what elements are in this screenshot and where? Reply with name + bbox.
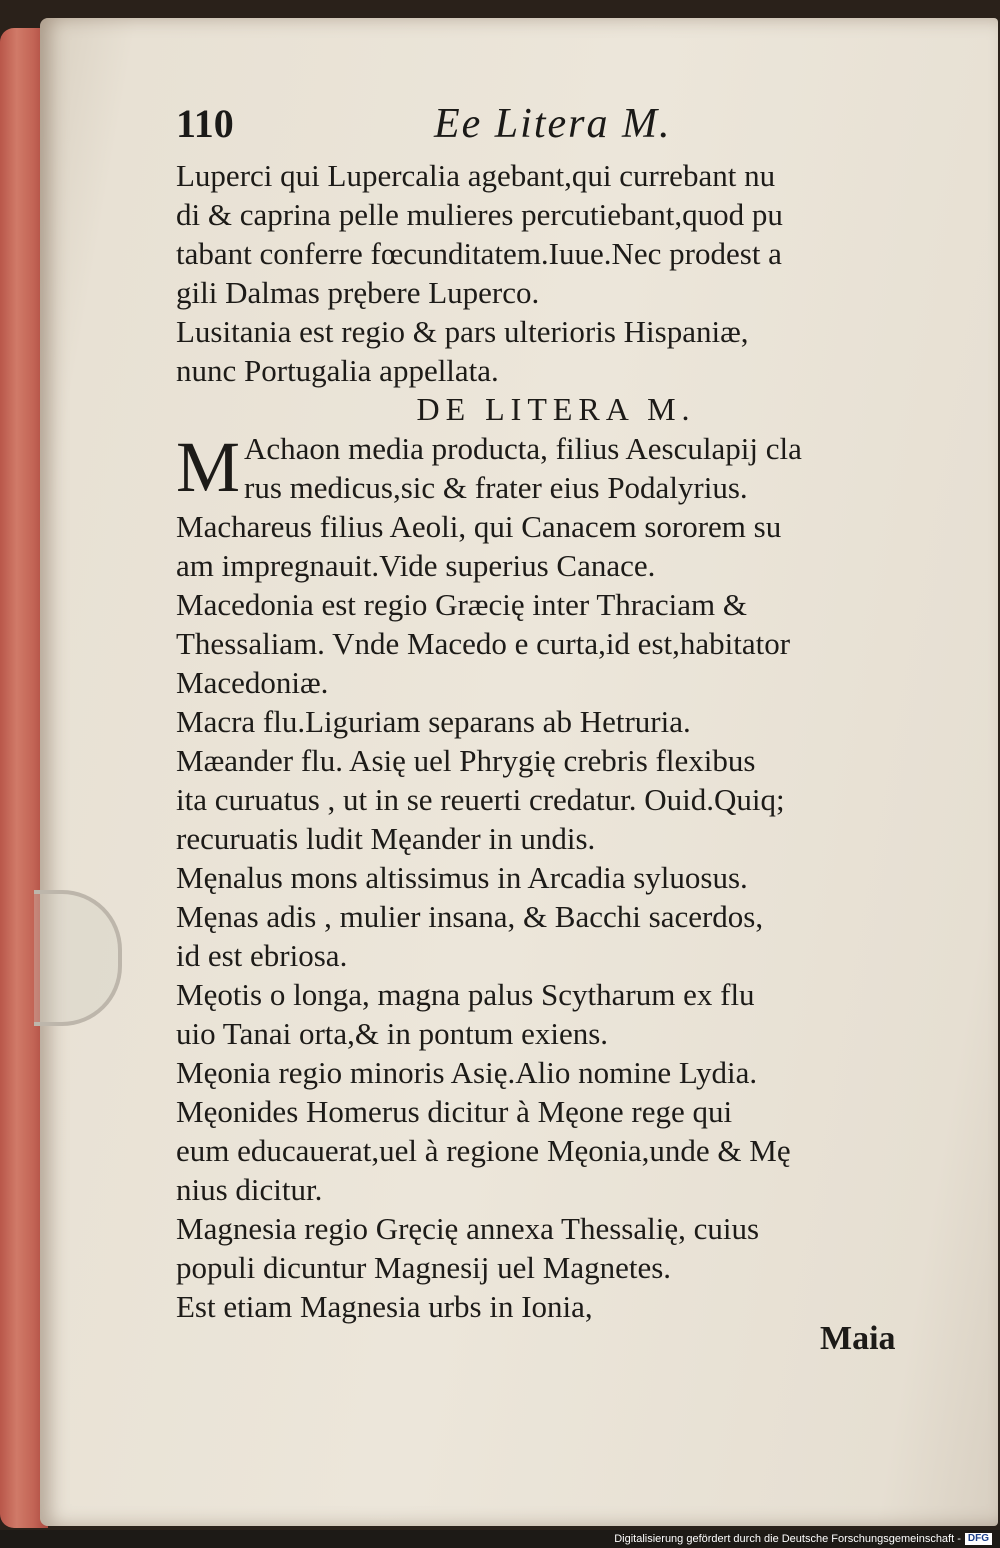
text-line: Est etiam Magnesia urbs in Ionia, (176, 1289, 593, 1324)
text-line: Męonia regio minoris Asię.Alio nomine Lydia. (176, 1055, 758, 1090)
text-line: Luperci qui Lupercalia agebant,qui currebant nu (176, 158, 776, 193)
catchword: Maia (820, 1320, 896, 1357)
text-line: ita curuatus , ut in se reuerti credatur. Ouid.Quiq; (176, 782, 785, 817)
digitization-credit (614, 1532, 992, 1546)
first-entry (176, 429, 936, 507)
section-heading: DE LITERA M. (416, 391, 696, 427)
text-line: di & caprina pelle mulieres percutiebant,quod pu (176, 197, 783, 232)
text-line: uio Tanai orta,& in pontum exiens. (176, 1016, 609, 1051)
running-head: Ee Litera M. (434, 101, 672, 147)
text-line: recuruatis ludit Męander in undis. (176, 821, 596, 856)
text-line: eum educauerat,uel à regione Męonia,unde & Mę (176, 1133, 791, 1168)
credit-text: Digitalisierung gefördert durch die Deutsche Forschungsgemeinschaft - (614, 1533, 961, 1545)
page-text (176, 156, 936, 1326)
text-line: Magnesia regio Gręcię annexa Thessalię, cuius (176, 1211, 760, 1246)
text-line: Męnalus mons altissimus in Arcadia syluosus. (176, 860, 748, 895)
text-line: rus medicus,sic & frater eius Podalyrius. (244, 470, 748, 505)
text-line: Achaon media producta, filius Aesculapij cla (244, 431, 802, 466)
text-line: Macra flu.Liguriam separans ab Hetruria. (176, 704, 691, 739)
text-line: id est ebriosa. (176, 938, 348, 973)
text-line: am impregnauit.Vide superius Canace. (176, 548, 656, 583)
text-line: tabant conferre fœcunditatem.Iuue.Nec prodest a (176, 236, 782, 271)
page-header (176, 100, 736, 160)
text-line: Thessaliam. Vnde Macedo e curta,id est,habitator (176, 626, 791, 661)
text-line: Macedonia est regio Græcię inter Thraciam & (176, 587, 747, 622)
dfg-logo: DFG (965, 1533, 992, 1545)
text-line: gili Dalmas prębere Luperco. (176, 275, 540, 310)
text-line: Macedoniæ. (176, 665, 329, 700)
text-line: Męotis o longa, magna palus Scytharum ex flu (176, 977, 755, 1012)
text-line: Męnas adis , mulier insana, & Bacchi sacerdos, (176, 899, 764, 934)
text-line: nius dicitur. (176, 1172, 323, 1207)
text-line: Lusitania est regio & pars ulterioris Hispaniæ, (176, 314, 749, 349)
page-number: 110 (176, 101, 234, 146)
text-line: Męonides Homerus dicitur à Męone rege qui (176, 1094, 733, 1129)
text-line: Mæander flu. Asię uel Phrygię crebris flexibus (176, 743, 756, 778)
text-line: populi dicuntur Magnesij uel Magnetes. (176, 1250, 672, 1285)
drop-capital: M (176, 427, 241, 507)
text-line: Machareus filius Aeoli, qui Canacem sororem su (176, 509, 782, 544)
page-clip (34, 890, 122, 1026)
text-line: nunc Portugalia appellata. (176, 353, 499, 388)
